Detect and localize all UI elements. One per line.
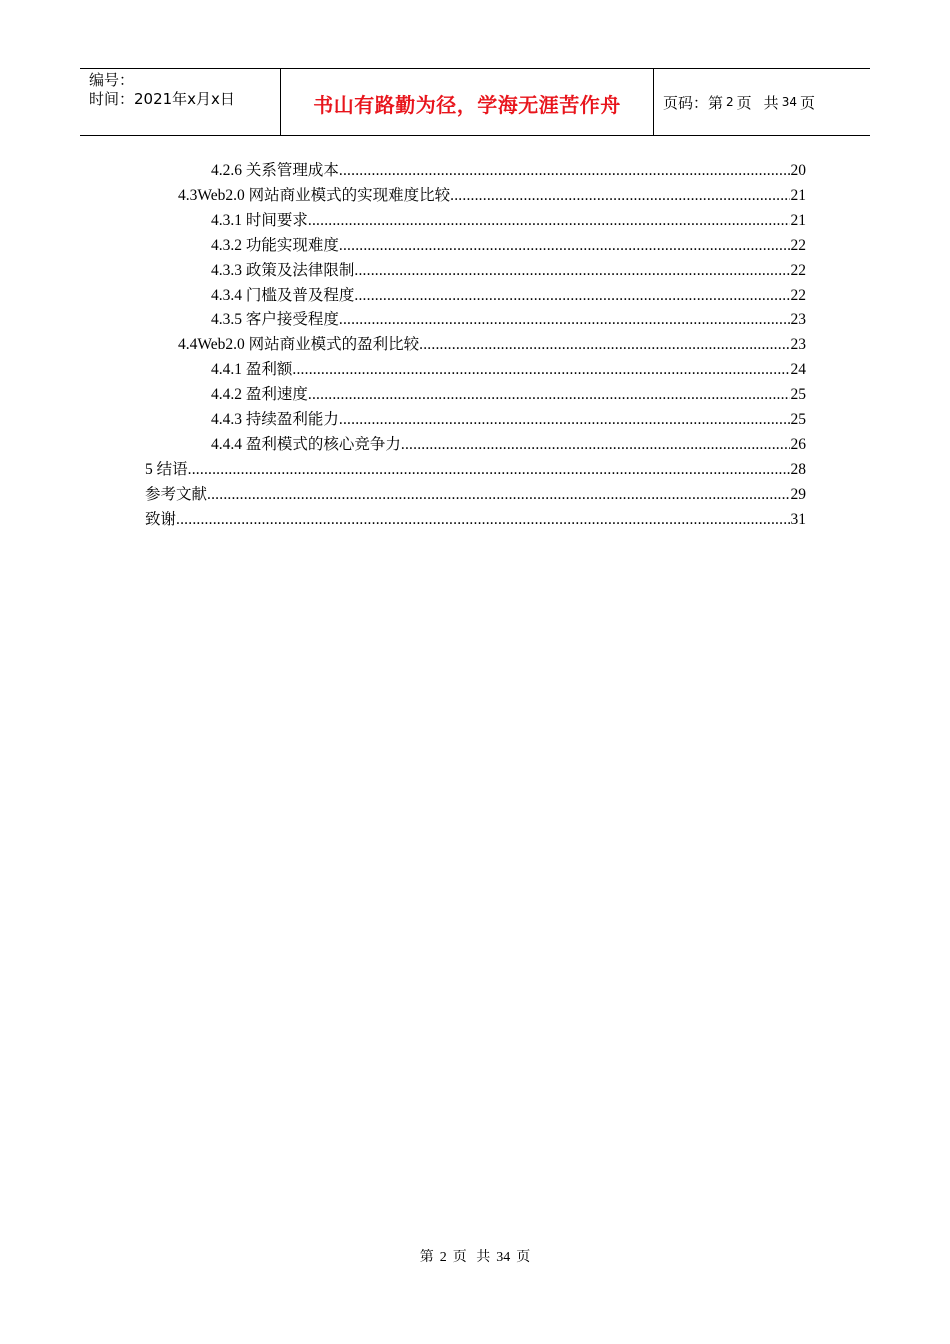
toc-entry-page: 25 <box>790 411 806 428</box>
toc-dot-leader <box>401 432 790 457</box>
toc-entry[interactable] <box>211 283 806 308</box>
toc-entry-title: 4.3.2 功能实现难度 <box>211 236 339 254</box>
toc-entry[interactable] <box>145 457 806 482</box>
toc-entry-page: 23 <box>790 336 806 354</box>
toc-entry-page: 28 <box>790 460 806 478</box>
page-footer <box>0 1246 950 1266</box>
toc-entry-title: 4.4.3 持续盈利能力 <box>211 411 339 428</box>
header-motto: 书山有路勤为径，学海无涯苦作舟 <box>313 92 621 117</box>
toc-entry-title: 4.4.2 盈利速度 <box>211 386 308 404</box>
toc-dot-leader <box>188 457 790 482</box>
toc-entry[interactable] <box>178 183 806 208</box>
header-total-label: 共 <box>763 93 779 112</box>
toc-dot-leader <box>354 258 789 283</box>
toc-entry-title: 4.4Web2.0 网站商业模式的盈利比较 <box>178 336 420 354</box>
toc-entry-title: 4.4.1 盈利额 <box>211 361 293 379</box>
toc-dot-leader <box>450 183 789 208</box>
toc-entry-page: 26 <box>790 435 806 453</box>
toc-entry-page: 22 <box>790 261 806 279</box>
toc-entry-title: 4.3.1 时间要求 <box>211 211 308 229</box>
toc-entry-page: 24 <box>790 361 806 379</box>
toc-entry-page: 22 <box>790 236 806 254</box>
toc-entry-page: 22 <box>790 286 806 304</box>
toc-entry-page: 21 <box>790 211 806 229</box>
footer-current: 2 <box>439 1250 447 1265</box>
header-total-unit: 页 <box>799 93 815 112</box>
toc-dot-leader <box>292 357 789 382</box>
toc-entry-title: 4.4.4 盈利模式的核心竞争力 <box>211 435 401 453</box>
document-time-label: 时间：2021年x月x日 <box>89 90 235 108</box>
footer-total-prefix: 共 <box>476 1250 491 1265</box>
header-page-current: 2 <box>726 95 734 109</box>
toc-entry-title: 4.3.5 客户接受程度 <box>211 311 339 329</box>
toc-entry[interactable] <box>211 407 806 432</box>
toc-entry[interactable] <box>211 208 806 233</box>
toc-entry-title: 4.2.6 关系管理成本 <box>211 162 339 179</box>
toc-dot-leader <box>308 382 790 407</box>
toc-entry[interactable] <box>211 432 806 457</box>
toc-dot-leader <box>207 482 789 507</box>
header-page-unit: 页 <box>736 93 752 112</box>
header-page-label: 页码：第 <box>663 93 724 112</box>
toc-dot-leader <box>339 233 790 258</box>
toc-entry[interactable] <box>211 258 806 283</box>
toc-entry[interactable] <box>145 507 806 532</box>
toc-entry-title: 4.3Web2.0 网站商业模式的实现难度比较 <box>178 186 451 204</box>
toc-entry-page: 20 <box>790 162 806 179</box>
toc-dot-leader <box>339 407 790 432</box>
toc-entry-title: 4.3.4 门槛及普及程度 <box>211 286 355 304</box>
toc-entry-page: 21 <box>790 186 806 204</box>
footer-prefix: 第 <box>419 1250 434 1265</box>
footer-unit: 页 <box>452 1250 467 1265</box>
toc-entry-page: 25 <box>790 386 806 404</box>
header-page-total: 34 <box>781 95 797 109</box>
page-header <box>80 68 870 136</box>
footer-total: 34 <box>496 1250 511 1265</box>
toc-entry[interactable] <box>145 482 806 507</box>
toc-entry-page: 31 <box>790 510 806 528</box>
header-meta <box>80 69 281 135</box>
toc-dot-leader <box>176 507 789 532</box>
toc-dot-leader <box>308 208 790 233</box>
toc-entry[interactable] <box>211 307 806 332</box>
header-page-info <box>654 69 870 135</box>
toc-entry[interactable] <box>211 382 806 407</box>
toc-entry[interactable] <box>211 233 806 258</box>
footer-total-unit: 页 <box>516 1250 531 1265</box>
toc-entry-page: 23 <box>790 311 806 329</box>
toc-dot-leader <box>339 158 790 183</box>
toc-entry-title: 致谢 <box>145 510 177 528</box>
toc-dot-leader <box>339 307 790 332</box>
toc-dot-leader <box>419 332 789 357</box>
toc-entry[interactable] <box>211 357 806 382</box>
toc-dot-leader <box>354 283 789 308</box>
document-number-label: 编号： <box>89 71 135 89</box>
toc-entry-title: 4.3.3 政策及法律限制 <box>211 261 355 279</box>
toc-entry-title: 参考文献 <box>145 485 208 503</box>
header-motto-cell <box>281 69 654 135</box>
toc-entry-title: 5 结语 <box>145 460 188 478</box>
toc-entry[interactable] <box>178 332 806 357</box>
toc-entry-page: 29 <box>790 485 806 503</box>
toc-entry[interactable] <box>211 158 806 183</box>
